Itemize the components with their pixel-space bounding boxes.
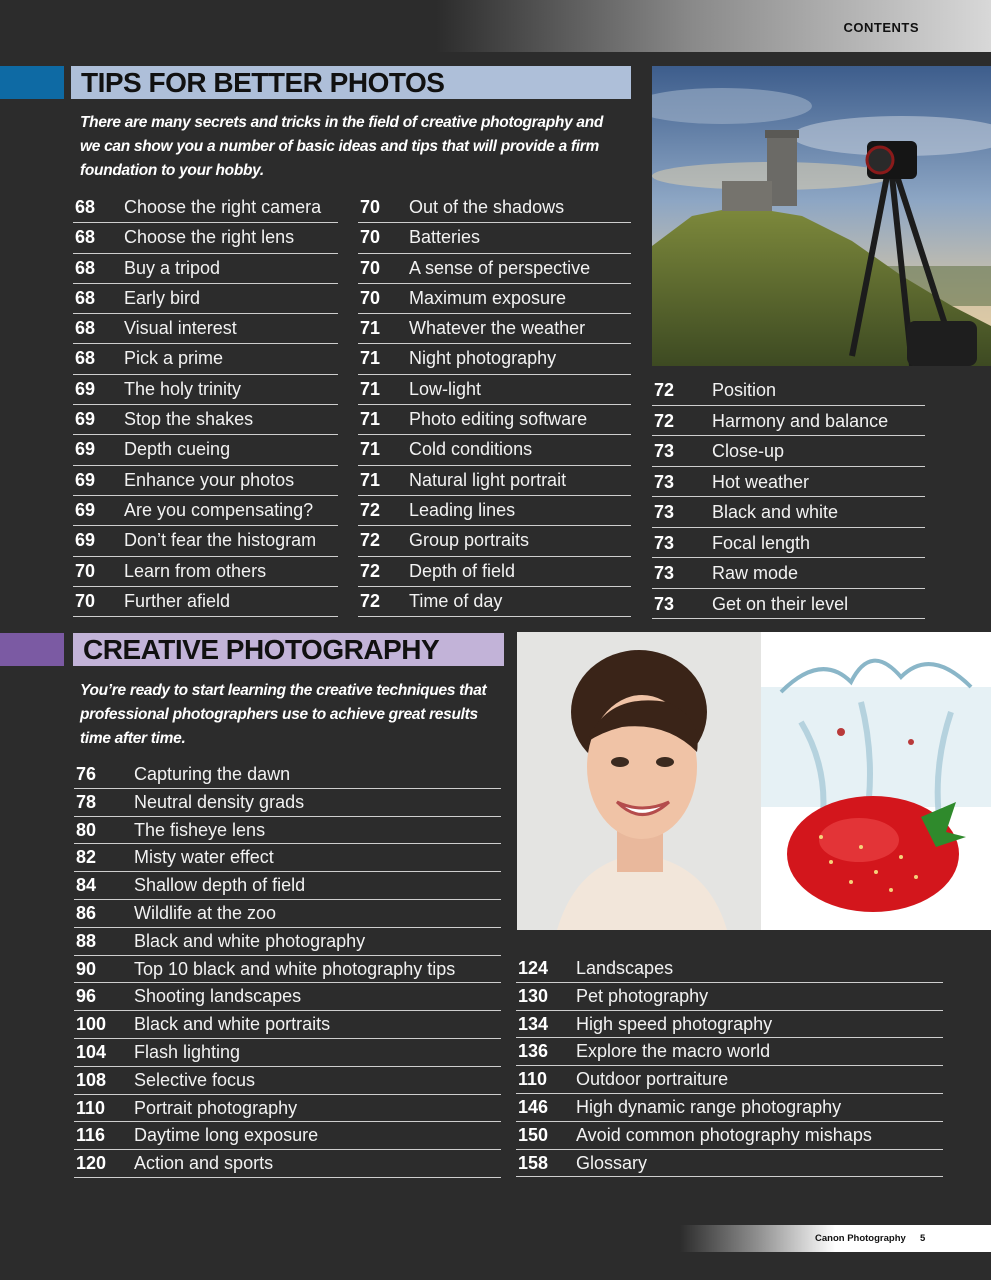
entry-title: Don’t fear the histogram — [124, 530, 317, 551]
entry-title: Focal length — [712, 532, 811, 553]
contents-entry[interactable] — [516, 1094, 943, 1122]
entry-title: Shooting landscapes — [134, 986, 302, 1007]
page-number-label: 71 — [360, 469, 381, 490]
tips-heading: TIPS FOR BETTER PHOTOS — [71, 66, 631, 99]
entry-title: High dynamic range photography — [576, 1096, 842, 1117]
entry-title: Pick a prime — [124, 348, 224, 369]
section-label: CONTENTS — [843, 20, 919, 35]
page-number-label: 71 — [360, 409, 381, 430]
contents-entry[interactable] — [74, 956, 501, 984]
contents-entry[interactable] — [74, 1039, 501, 1067]
entry-title: Flash lighting — [134, 1041, 241, 1062]
contents-entry[interactable] — [73, 496, 338, 526]
page-number-label: 84 — [76, 875, 97, 896]
publication-name: Canon Photography — [815, 1233, 906, 1244]
tips-list-col2 — [358, 193, 631, 617]
contents-entry[interactable] — [358, 223, 631, 253]
entry-title: Out of the shadows — [409, 197, 565, 217]
page-number-label: 136 — [518, 1041, 549, 1062]
page-number-label: 69 — [75, 378, 96, 399]
page-number-label: 71 — [360, 348, 381, 369]
entry-title: Close-up — [712, 441, 785, 461]
page-number-label: 88 — [76, 930, 97, 951]
contents-entry[interactable] — [74, 1011, 501, 1039]
page-number-label: 158 — [518, 1152, 549, 1173]
contents-entry[interactable] — [358, 496, 631, 526]
entry-title: Top 10 black and white photography tips — [134, 958, 456, 979]
entry-title: Buy a tripod — [124, 257, 221, 278]
contents-entry[interactable] — [652, 467, 925, 498]
page-number-label: 110 — [518, 1069, 548, 1090]
page-number-label: 70 — [360, 287, 381, 308]
contents-entry[interactable] — [73, 254, 338, 284]
page-number-label: 72 — [360, 499, 381, 520]
contents-entry[interactable] — [74, 1122, 501, 1150]
contents-entry[interactable] — [358, 314, 631, 344]
contents-entry[interactable] — [73, 314, 338, 344]
entry-title: Black and white — [712, 502, 839, 522]
page-footer — [680, 1225, 991, 1252]
entry-title: Neutral density grads — [134, 791, 305, 812]
page-number-label: 80 — [76, 819, 97, 840]
page-number-label: 100 — [76, 1014, 107, 1035]
creative-heading: CREATIVE PHOTOGRAPHY — [73, 633, 504, 666]
entry-title: Harmony and balance — [712, 410, 889, 431]
entry-title: Stop the shakes — [124, 409, 254, 430]
entry-title: Whatever the weather — [409, 318, 586, 339]
contents-entry[interactable] — [652, 406, 925, 437]
page-number-label: 134 — [518, 1013, 549, 1034]
entry-title: Raw mode — [712, 563, 799, 583]
page-number-label: 71 — [360, 318, 381, 339]
contents-entry[interactable] — [73, 344, 338, 374]
page-number-label: 146 — [518, 1096, 549, 1117]
contents-entry[interactable] — [74, 900, 501, 928]
page-number-label: 68 — [75, 227, 96, 248]
page-number-label: 68 — [75, 197, 96, 217]
entry-title: Explore the macro world — [576, 1041, 771, 1062]
contents-entry[interactable] — [652, 375, 925, 406]
page-number-label: 90 — [76, 958, 97, 979]
page-number-label: 72 — [360, 590, 381, 611]
page-number-label: 71 — [360, 378, 381, 399]
contents-entry[interactable] — [358, 375, 631, 405]
contents-entry[interactable] — [74, 928, 501, 956]
contents-entry[interactable] — [74, 872, 501, 900]
page-number-label: 72 — [360, 530, 381, 551]
page-number-label: 76 — [76, 764, 97, 784]
entry-title: Misty water effect — [134, 847, 274, 868]
contents-entry[interactable] — [74, 789, 501, 817]
entry-title: Capturing the dawn — [134, 764, 291, 784]
contents-entry[interactable] — [358, 405, 631, 435]
page-number-label: 73 — [654, 563, 675, 583]
page-number-label: 150 — [518, 1124, 549, 1145]
entry-title: Daytime long exposure — [134, 1125, 319, 1146]
entry-title: Avoid common photography mishaps — [576, 1124, 872, 1145]
contents-entry[interactable] — [516, 1066, 943, 1094]
entry-title: The holy trinity — [124, 378, 242, 399]
page-number-label: 69 — [75, 499, 96, 520]
contents-entry[interactable] — [73, 557, 338, 587]
entry-title: Choose the right camera — [124, 197, 322, 217]
entry-title: Get on their level — [712, 593, 849, 614]
contents-entry[interactable] — [652, 528, 925, 559]
contents-entry[interactable] — [74, 1067, 501, 1095]
entry-title: Shallow depth of field — [134, 875, 306, 896]
entry-title: Black and white portraits — [134, 1014, 331, 1035]
contents-entry[interactable] — [73, 223, 338, 253]
entry-title: Landscapes — [576, 958, 674, 978]
entry-title: Depth of field — [409, 560, 516, 581]
entry-title: Low-light — [409, 378, 482, 399]
contents-entry[interactable] — [652, 497, 925, 528]
entry-title: A sense of perspective — [409, 257, 591, 278]
contents-entry[interactable] — [73, 435, 338, 465]
entry-title: Pet photography — [576, 985, 709, 1006]
page-number-label: 72 — [360, 560, 381, 581]
contents-entry[interactable] — [74, 817, 501, 845]
entry-title: Action and sports — [134, 1153, 274, 1174]
page-number-label: 68 — [75, 287, 96, 308]
contents-entry[interactable] — [73, 405, 338, 435]
contents-entry[interactable] — [73, 284, 338, 314]
page-number-label: 73 — [654, 441, 675, 461]
page-number-label: 96 — [76, 986, 97, 1007]
top-bar — [0, 0, 991, 52]
entry-title: Selective focus — [134, 1069, 256, 1090]
contents-entry[interactable] — [73, 466, 338, 496]
creative-intro: You’re ready to start learning the creative techniques that professional photographers use to achieve great results time after time. — [80, 682, 487, 747]
page-number-label: 120 — [76, 1153, 107, 1174]
page-number-label: 70 — [360, 257, 381, 278]
portrait-photo — [517, 632, 761, 930]
entry-title: Hot weather — [712, 471, 810, 492]
entry-title: Visual interest — [124, 318, 237, 339]
page-number-label: 70 — [360, 197, 381, 217]
entry-title: Time of day — [409, 590, 503, 611]
creative-accent-bar — [0, 633, 64, 666]
contents-entry[interactable] — [358, 526, 631, 556]
entry-title: Further afield — [124, 590, 231, 611]
creative-list-col2 — [516, 955, 943, 1177]
contents-entry[interactable] — [516, 983, 943, 1011]
page-number-label: 108 — [76, 1069, 107, 1090]
page-number-label: 68 — [75, 257, 96, 278]
contents-entry[interactable] — [74, 1150, 501, 1178]
page-number-label: 69 — [75, 469, 96, 490]
entry-title: Depth cueing — [124, 439, 231, 460]
entry-title: Learn from others — [124, 560, 267, 581]
contents-entry[interactable] — [358, 193, 631, 223]
page-number-label: 73 — [654, 471, 675, 492]
contents-entry[interactable] — [516, 1038, 943, 1066]
entry-title: Group portraits — [409, 530, 530, 551]
page-number-label: 72 — [654, 410, 675, 431]
page-number-label: 130 — [518, 985, 549, 1006]
contents-entry[interactable] — [73, 587, 338, 617]
contents-entry[interactable] — [73, 193, 338, 223]
page-number-label: 71 — [360, 439, 381, 460]
page-number-label: 70 — [75, 590, 96, 611]
contents-entry[interactable] — [358, 587, 631, 617]
entry-title: Enhance your photos — [124, 469, 295, 490]
contents-entry[interactable] — [516, 955, 943, 983]
page-number-label: 82 — [76, 847, 97, 868]
entry-title: The fisheye lens — [134, 819, 266, 840]
page-number-label: 69 — [75, 409, 96, 430]
creative-list-col1 — [74, 761, 501, 1178]
page-number-label: 124 — [518, 958, 549, 978]
contents-entry[interactable] — [652, 558, 925, 589]
entry-title: Wildlife at the zoo — [134, 902, 277, 923]
contents-entry[interactable] — [358, 254, 631, 284]
entry-title: Are you compensating? — [124, 499, 314, 520]
page-number-label: 68 — [75, 348, 96, 369]
entry-title: Choose the right lens — [124, 227, 295, 248]
page-number-label: 69 — [75, 439, 96, 460]
page-number-label: 70 — [360, 227, 381, 248]
entry-title: Cold conditions — [409, 439, 533, 460]
contents-entry[interactable] — [74, 761, 501, 789]
tips-list-col1 — [73, 193, 338, 617]
contents-entry[interactable] — [652, 589, 925, 620]
contents-entry[interactable] — [73, 526, 338, 556]
entry-title: Black and white photography — [134, 930, 366, 951]
page-number: 5 — [920, 1233, 926, 1244]
contents-entry[interactable] — [73, 375, 338, 405]
tips-list-col3 — [652, 375, 925, 619]
contents-entry[interactable] — [74, 1095, 501, 1123]
tips-intro: There are many secrets and tricks in the field of creative photography and we can show you a number of basic ideas and tips that will provide a firm foundation to your hobby. — [80, 114, 604, 179]
contents-entry[interactable] — [516, 1122, 943, 1150]
page-number-label: 73 — [654, 502, 675, 522]
entry-title: Batteries — [409, 227, 481, 248]
entry-title: Glossary — [576, 1152, 648, 1173]
entry-title: Maximum exposure — [409, 287, 567, 308]
entry-title: Early bird — [124, 287, 201, 308]
tips-accent-bar — [0, 66, 64, 99]
entry-title: High speed photography — [576, 1013, 773, 1034]
contents-entry[interactable] — [358, 557, 631, 587]
contents-entry[interactable] — [74, 844, 501, 872]
page-number-label: 70 — [75, 560, 96, 581]
contents-entry[interactable] — [358, 344, 631, 374]
contents-entry[interactable] — [74, 983, 501, 1011]
contents-entry[interactable] — [358, 466, 631, 496]
page-number-label: 68 — [75, 318, 96, 339]
entry-title: Outdoor portraiture — [576, 1069, 729, 1090]
page-number-label: 110 — [76, 1097, 106, 1118]
page-number-label: 73 — [654, 593, 675, 614]
page-number-label: 86 — [76, 902, 97, 923]
strawberry-splash-photo — [761, 632, 991, 930]
entry-title: Night photography — [409, 348, 557, 369]
contents-entry[interactable] — [516, 1011, 943, 1039]
landscape-tripod-photo — [652, 66, 991, 366]
entry-title: Portrait photography — [134, 1097, 298, 1118]
entry-title: Leading lines — [409, 499, 516, 520]
contents-entry[interactable] — [516, 1150, 943, 1178]
entry-title: Natural light portrait — [409, 469, 567, 490]
page-number-label: 69 — [75, 530, 96, 551]
entry-title: Photo editing software — [409, 409, 588, 430]
contents-entry[interactable] — [358, 435, 631, 465]
page-number-label: 72 — [654, 380, 675, 400]
page-number-label: 78 — [76, 791, 97, 812]
page-number-label: 104 — [76, 1041, 107, 1062]
contents-entry[interactable] — [358, 284, 631, 314]
page-number-label: 116 — [76, 1125, 106, 1146]
contents-entry[interactable] — [652, 436, 925, 467]
entry-title: Position — [712, 380, 777, 400]
page-number-label: 73 — [654, 532, 675, 553]
